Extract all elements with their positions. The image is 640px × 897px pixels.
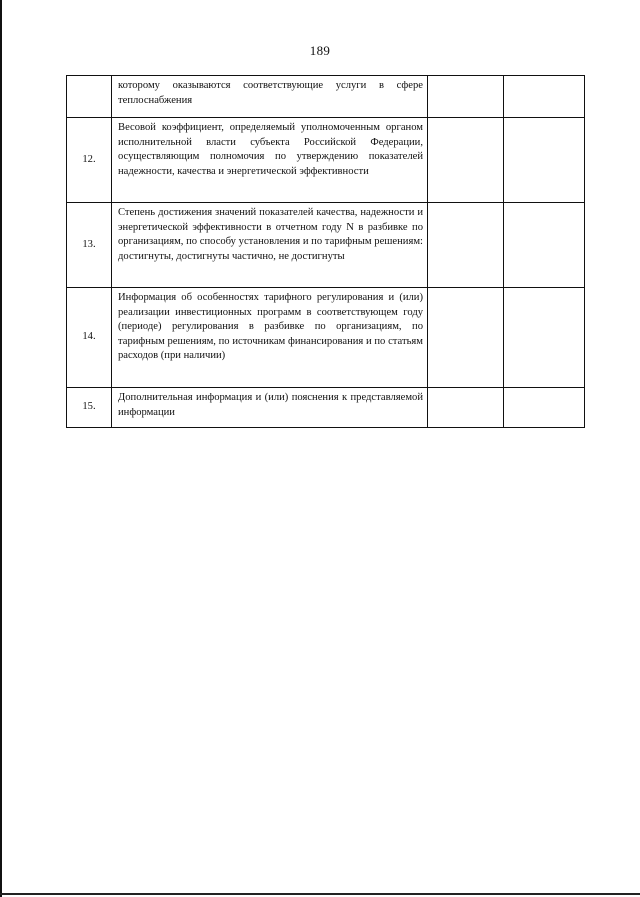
empty-cell xyxy=(504,288,585,388)
row-description: Весовой коэффициент, определяемый уполномоченным органом исполнительной власти субъекта Российской Федерации, осуществляющим полномочия по утверждению показателей надежности, качества и энергетической эффективности xyxy=(112,118,428,203)
table-row xyxy=(67,76,585,118)
empty-cell xyxy=(504,118,585,203)
table-row xyxy=(67,388,585,428)
row-description: которому оказываются соответствующие услуги в сфере теплоснабжения xyxy=(112,76,428,118)
empty-cell xyxy=(504,203,585,288)
scan-bottom-edge xyxy=(0,893,640,895)
row-number xyxy=(67,76,112,118)
page-number: 189 xyxy=(309,43,331,58)
table-row xyxy=(67,118,585,203)
row-number: 14. xyxy=(67,288,112,388)
table-row xyxy=(67,288,585,388)
empty-cell xyxy=(428,118,504,203)
row-description: Дополнительная информация и (или) пояснения к представляемой информации xyxy=(112,388,428,428)
row-number: 12. xyxy=(67,118,112,203)
empty-cell xyxy=(428,203,504,288)
row-number: 13. xyxy=(67,203,112,288)
row-number: 15. xyxy=(67,388,112,428)
empty-cell xyxy=(428,288,504,388)
indicators-table xyxy=(66,75,585,428)
row-description: Информация об особенностях тарифного регулирования и (или) реализации инвестиционных программ в соответствующем году (периоде) регулирования в разбивке по организациям, по тарифным решениям, по источникам финансирования и по статьям расходов (при наличии) xyxy=(112,288,428,388)
scan-left-edge xyxy=(0,0,2,897)
empty-cell xyxy=(504,388,585,428)
empty-cell xyxy=(428,388,504,428)
empty-cell xyxy=(428,76,504,118)
table-row xyxy=(67,203,585,288)
row-description: Степень достижения значений показателей качества, надежности и энергетической эффективности в отчетном году N в разбивке по организациям, по способу установления и по тарифным решениям: достигнуты, достигнуты частично, не достигнуты xyxy=(112,203,428,288)
empty-cell xyxy=(504,76,585,118)
